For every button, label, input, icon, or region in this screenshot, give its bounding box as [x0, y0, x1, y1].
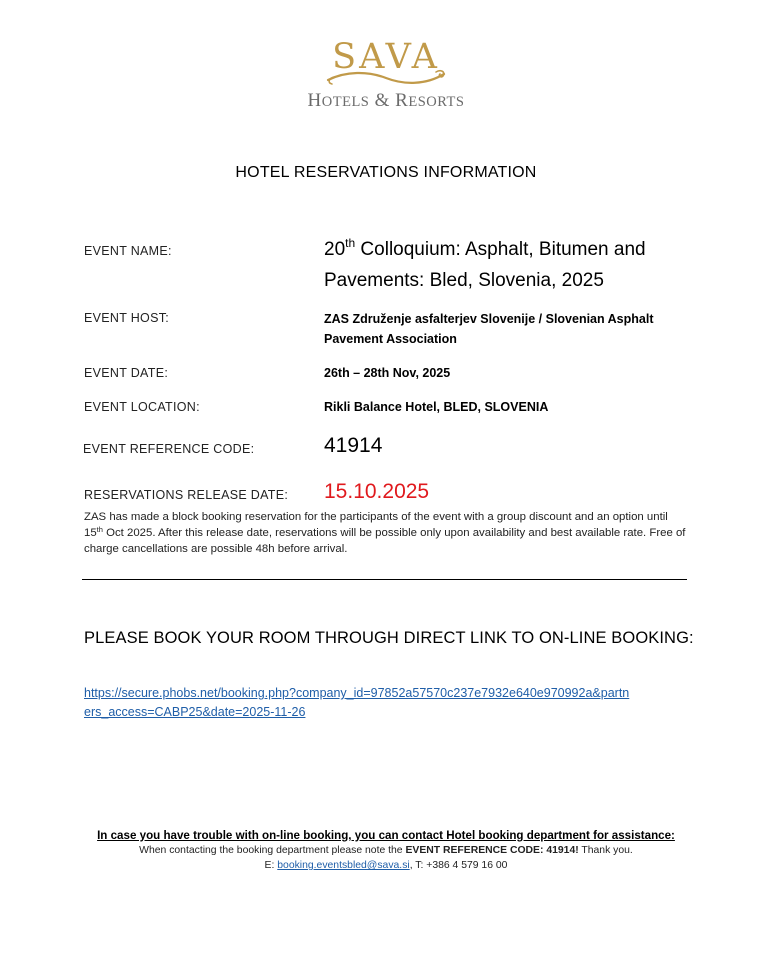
event-date-label: EVENT DATE: [84, 366, 169, 380]
event-host-value: ZAS Združenje asfalterjev Slovenije / Slovenian Asphalt Pavement Association [324, 312, 654, 346]
event-location-label: EVENT LOCATION: [84, 400, 200, 414]
footer-reference-note: When contacting the booking department please note the EVENT REFERENCE CODE: 41914! Thank you. [139, 845, 633, 856]
booking-link[interactable]: https://secure.phobs.net/booking.php?company_id=97852a57570c237e7932e640e970992a&partn ers_access=CABP25&date=2025-11-26 [84, 686, 630, 719]
event-location-value: Rikli Balance Hotel, BLED, SLOVENIA [324, 400, 549, 414]
booking-heading: PLEASE BOOK YOUR ROOM THROUGH DIRECT LINK TO ON-LINE BOOKING: [84, 629, 694, 647]
event-name-label: EVENT NAME: [84, 244, 172, 258]
event-name-value: 20th Colloquium: Asphalt, Bitumen and Pavements: Bled, Slovenia, 2025 [324, 236, 646, 291]
contact-email-link[interactable]: booking.eventsbled@sava.si [277, 860, 410, 871]
page-title: HOTEL RESERVATIONS INFORMATION [235, 164, 537, 181]
footer-assistance-heading: In case you have trouble with on-line booking, you can contact Hotel booking department for assistance: [97, 829, 675, 842]
section-divider [82, 579, 687, 580]
footer-contact: E: booking.eventsbled@sava.si, T: +386 4 579 16 00 [264, 860, 508, 871]
event-date-value: 26th – 28th Nov, 2025 [324, 366, 451, 380]
event-reference-code-value: 41914 [324, 434, 383, 457]
event-host-label: EVENT HOST: [84, 311, 170, 325]
reservations-release-date-value: 15.10.2025 [324, 480, 430, 503]
logo-subtitle: HOTELS & RESORTS [307, 90, 465, 111]
event-reference-code-label: EVENT REFERENCE CODE: [83, 442, 255, 456]
logo-brand-text: SAVA [332, 37, 440, 77]
sava-logo [0, 38, 772, 112]
reservation-notice: ZAS has made a block booking reservation for the participants of the event with a group discount and an option until 15th Oct 2025. After this release date, reservations will be possible only upon availability and best available rate. Free of charge cancellations are possible 48h before arrival. [84, 511, 686, 555]
reservations-release-date-label: RESERVATIONS RELEASE DATE: [84, 488, 289, 502]
